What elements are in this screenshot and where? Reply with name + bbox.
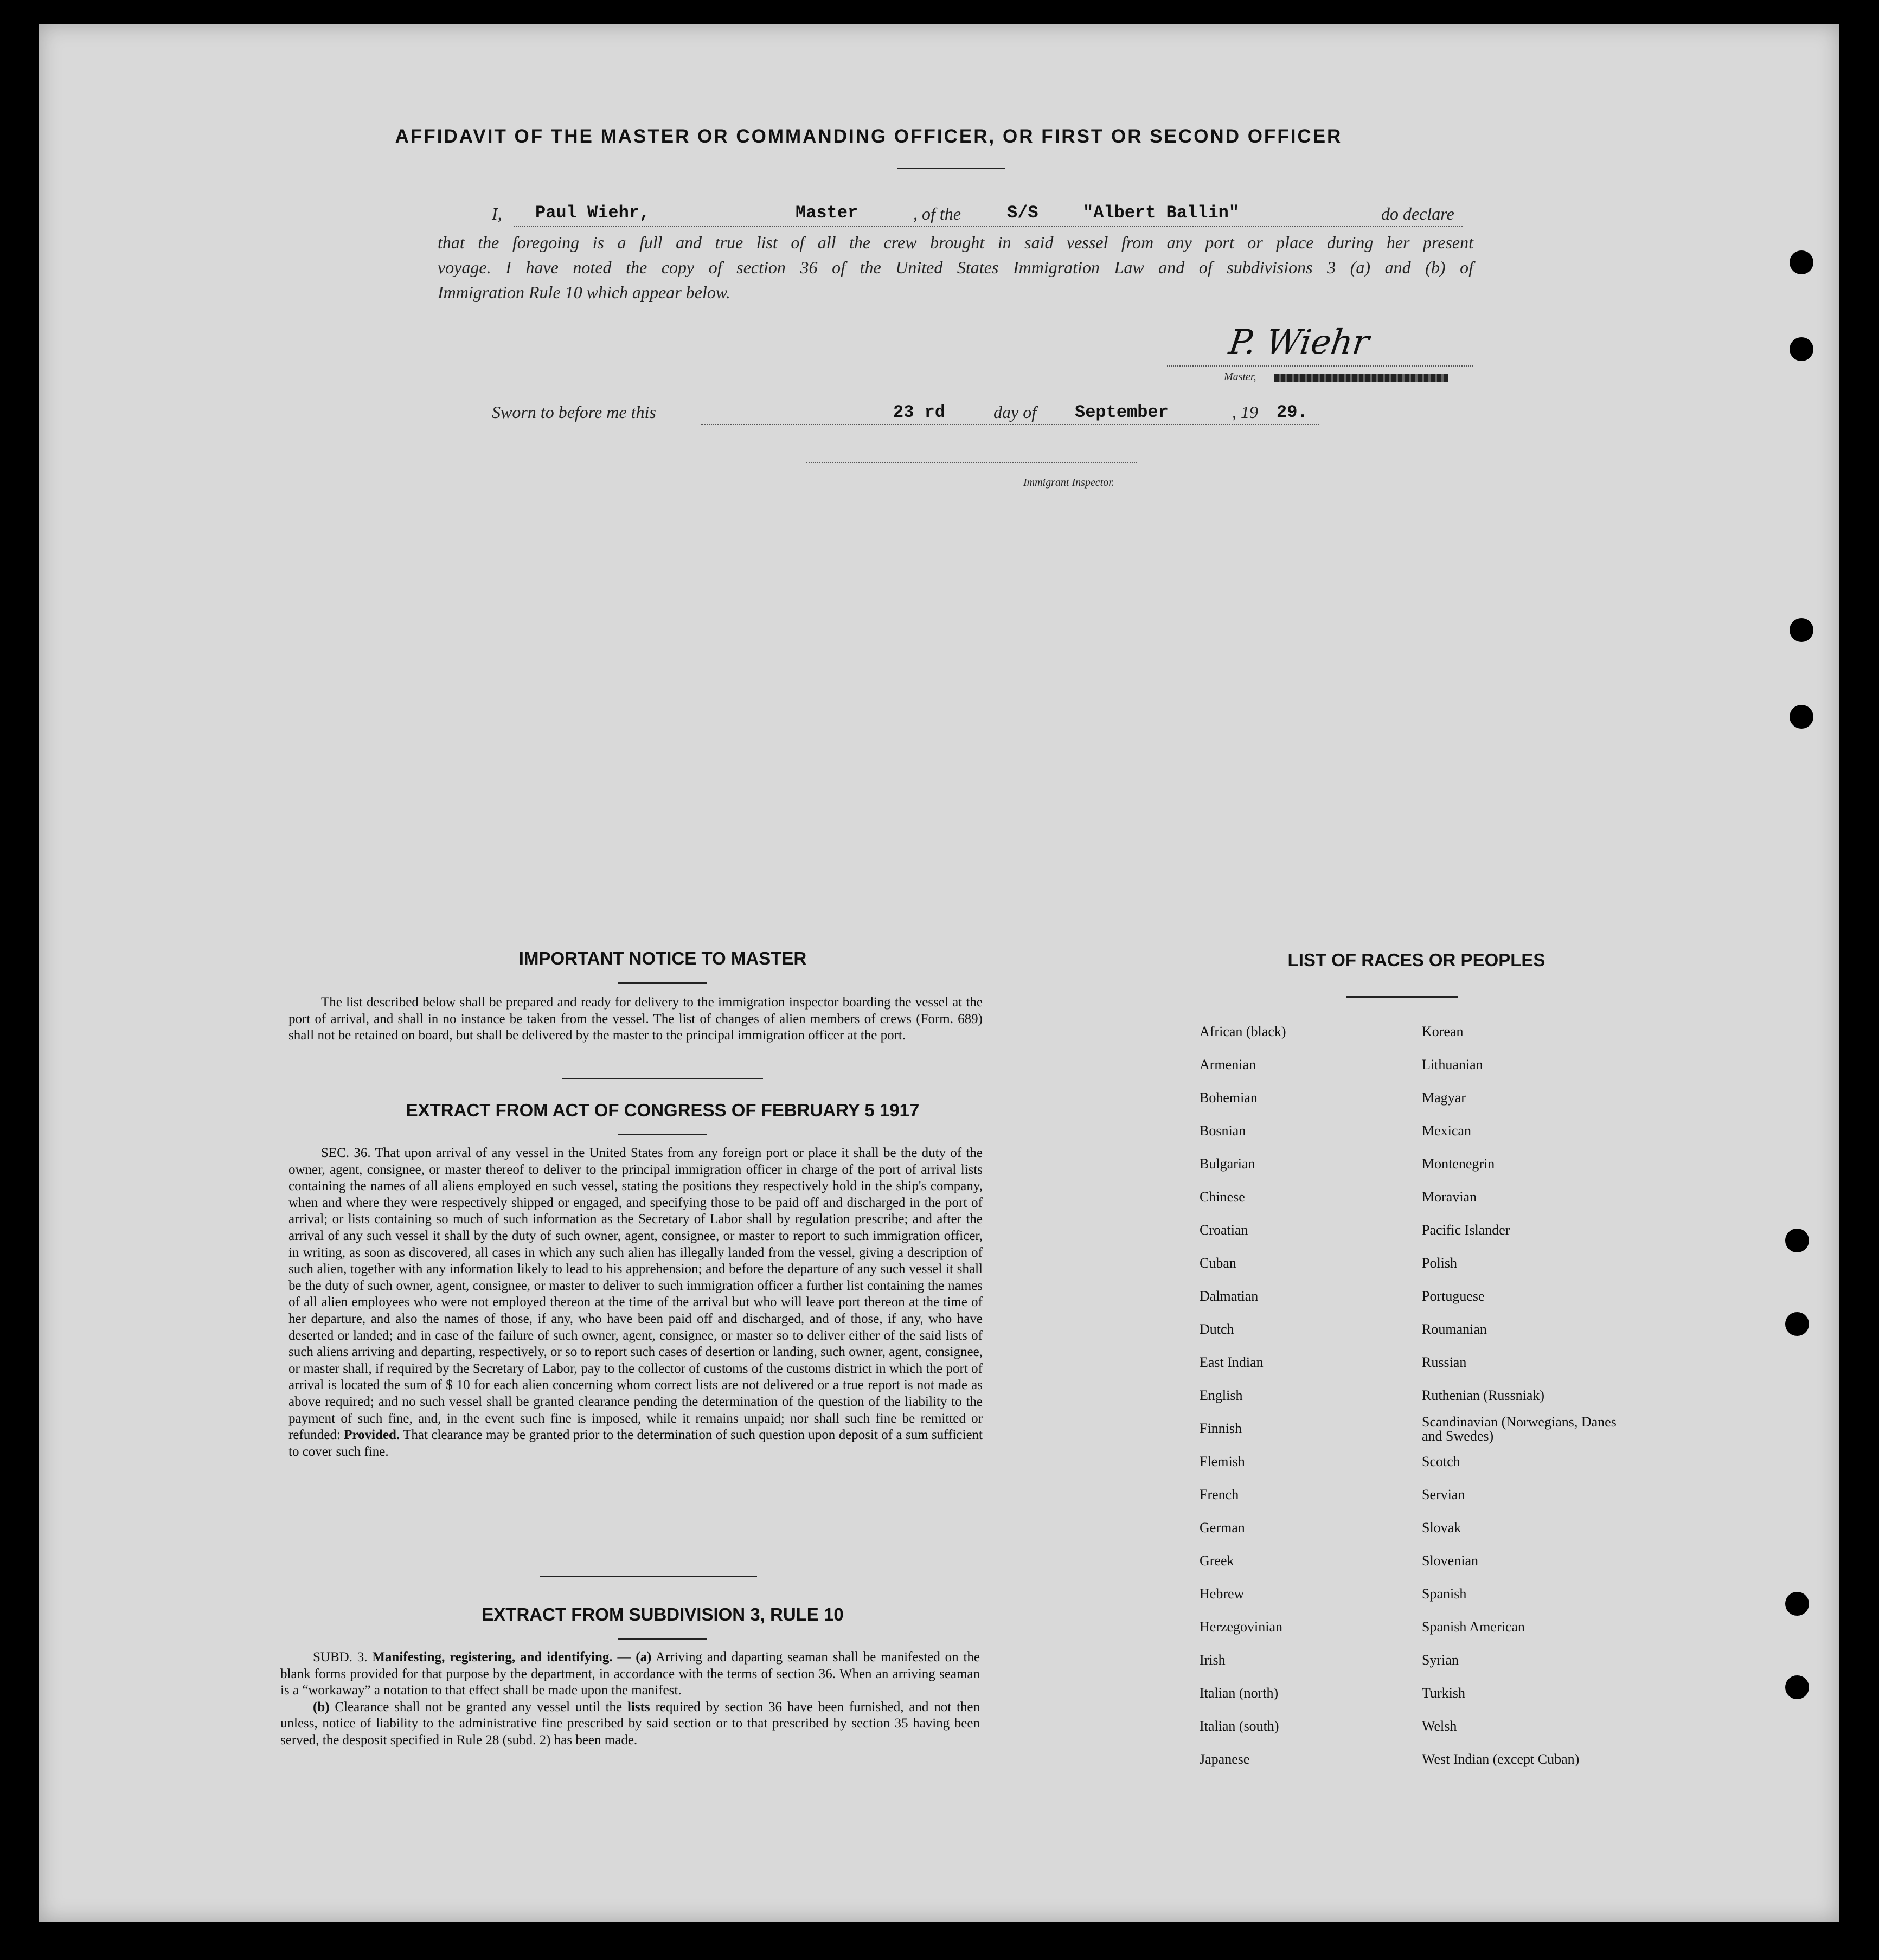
punch-hole (1790, 705, 1813, 729)
race-item: Welsh (1422, 1718, 1457, 1734)
notice-text: The list described below shall be prepared and ready for delivery to the immigration inspector boarding the vessel at the port of arrival, and shall in no instance be taken from the vessel. The list of changes of alien members of crews (Form. 689) shall not be retained on board, but shall be delivered by the master to the principal immigration officer at the port. (288, 995, 983, 1043)
race-item: Italian (north) (1200, 1685, 1279, 1701)
race-item: East Indian (1200, 1354, 1264, 1370)
race-item: Roumanian (1422, 1321, 1487, 1337)
struck-out-titles (1274, 374, 1448, 382)
race-item: Russian (1422, 1354, 1467, 1370)
act-text: SEC. 36. That upon arrival of any vessel in the United States from any foreign port or place it shall be the duty of the owner, agent, consignee, or master thereof to deliver to the principal immigration officer in charge of the port of arrival lists containing the names of all aliens employed en such vessel, stating the positions they respectively hold in the ship's company, when and where they were respectively shipped or engaged, and specifying those to be paid off and discharged in the port of arrival; or lists containing so much of such information as the Secretary of Labor shall by regulation prescribe; and after the arrival of any such vessel it shall by the duty of such owner, agent, consignee, or master to report to such immigration officer, in writing, as soon as discovered, all cases in which any such alien has illegally landed from the vessel, giving a description of such alien, together with any information likely to lead to his apprehension; and before the departure of any such vessel it shall be the duty of such owner, agent, consignee, or master to deliver to such immigration officer a further list containing the names of all alien employees who were not employed thereon at the time of the arrival but who will leave port thereon at the time of her departure, and also the names of those, if any, who have been paid off and discharged, and of those, if any, who have deserted or landed; and in case of the failure of such owner, agent, consignee, or master so to deliver either of the said lists of such aliens arriving and departing, respectively, or so to report such cases of desertion or landing, such owner, agent, consignee, or master shall, if required by the Secretary of Labor, pay to the collector of customs of the customs district in which the port of arrival is located the sum of $ 10 for each alien concerning whom correct lists are not delivered or a true report is not made as above required; and no such vessel shall be granted clearance pending the determination of the question of the liability to the payment of such fine, and, in the event such fine is imposed, while it remains unpaid; nor shall such fine be remitted or refunded: Provided. That clearance may be granted prior to the determination of such question upon deposit of a sum sufficient to cover such fine. (288, 1146, 983, 1459)
signature-caption: Master, (1224, 371, 1256, 383)
inspector-caption: Immigrant Inspector. (1023, 477, 1114, 489)
races-title: LIST OF RACES OR PEOPLES (1287, 950, 1545, 970)
race-item: West Indian (except Cuban) (1422, 1751, 1580, 1767)
punch-hole (1785, 1312, 1809, 1336)
inspector-line (806, 462, 1137, 463)
race-item: Scandinavian (Norwegians, Danes and Swedes) (1422, 1414, 1617, 1444)
punch-hole (1790, 337, 1813, 361)
race-item: Spanish American (1422, 1619, 1525, 1635)
title-rule (897, 168, 1005, 169)
race-item: German (1200, 1520, 1245, 1535)
race-item: Irish (1200, 1652, 1226, 1668)
race-item: Moravian (1422, 1189, 1477, 1205)
vessel-name: "Albert Ballin" (1083, 203, 1240, 223)
act-divider (540, 1576, 757, 1577)
race-item: Armenian (1200, 1057, 1256, 1072)
race-item: Croatian (1200, 1222, 1248, 1238)
master-name: Paul Wiehr, (535, 203, 650, 223)
race-item: Ruthenian (Russniak) (1422, 1387, 1545, 1403)
race-item: Magyar (1422, 1090, 1466, 1106)
race-item: Flemish (1200, 1454, 1245, 1469)
notice-title: IMPORTANT NOTICE TO MASTER (518, 948, 807, 968)
race-item: Turkish (1422, 1685, 1465, 1701)
race-item: Lithuanian (1422, 1057, 1483, 1072)
race-item: French (1200, 1487, 1239, 1502)
race-item: Bohemian (1200, 1090, 1258, 1106)
race-item: Spanish (1422, 1586, 1467, 1602)
rule-rule (618, 1638, 707, 1640)
race-item: Dutch (1200, 1321, 1234, 1337)
declaration-text: that the foregoing is a full and true list of all the crew brought in said vessel from any port or place during her present voyage. I have noted the copy of section 36 of the United States Immigration Law and of subdivisions 3 (a) and (b) of Immigration Rule 10 which appear below. (438, 233, 1473, 302)
i-label: I, (492, 204, 502, 223)
race-item: Polish (1422, 1255, 1458, 1271)
master-signature: P. Wiehr (1226, 322, 1372, 362)
sworn-line (701, 424, 1319, 425)
race-item: Syrian (1422, 1652, 1459, 1668)
punch-hole (1785, 1592, 1809, 1616)
affidavit-title: AFFIDAVIT OF THE MASTER OR COMMANDING OFFICER, OR FIRST OR SECOND OFFICER (395, 126, 1343, 147)
punch-hole (1785, 1675, 1809, 1699)
race-item: Portuguese (1422, 1288, 1485, 1304)
declarant-line (514, 226, 1463, 227)
race-item: Cuban (1200, 1255, 1236, 1271)
race-item: Bosnian (1200, 1123, 1246, 1139)
race-item: Scotch (1422, 1454, 1460, 1469)
race-item: Mexican (1422, 1123, 1471, 1139)
race-item: Bulgarian (1200, 1156, 1255, 1172)
race-item: Italian (south) (1200, 1718, 1279, 1734)
race-item: Chinese (1200, 1189, 1245, 1205)
document-page (39, 24, 1839, 1922)
act-title: EXTRACT FROM ACT OF CONGRESS OF FEBRUARY 5 1917 (406, 1100, 920, 1120)
race-item: Slovenian (1422, 1553, 1478, 1569)
year-value: 29. (1277, 402, 1308, 422)
rank-value: Master (796, 203, 858, 223)
notice-rule (618, 982, 707, 984)
punch-hole (1785, 1229, 1809, 1252)
race-item: Slovak (1422, 1520, 1461, 1535)
race-item: Pacific Islander (1422, 1222, 1510, 1238)
notice-divider (562, 1078, 763, 1079)
race-item: Japanese (1200, 1751, 1250, 1767)
race-item: African (black) (1200, 1024, 1286, 1039)
race-item: Korean (1422, 1024, 1464, 1039)
race-item: English (1200, 1387, 1243, 1403)
act-rule (618, 1134, 707, 1135)
vessel-prefix: S/S (1007, 203, 1038, 223)
race-item: Montenegrin (1422, 1156, 1495, 1172)
month-value: September (1075, 402, 1169, 422)
punch-hole (1790, 250, 1813, 274)
race-item: Herzegovinian (1200, 1619, 1283, 1635)
race-item: Hebrew (1200, 1586, 1245, 1602)
day-of-label: day of (993, 402, 1037, 422)
rule-title: EXTRACT FROM SUBDIVISION 3, RULE 10 (482, 1604, 844, 1624)
of-the-label: , of the (913, 204, 961, 223)
day-value: 23 rd (893, 402, 946, 422)
signature-line (1167, 365, 1473, 367)
race-item: Finnish (1200, 1421, 1242, 1436)
race-item: Dalmatian (1200, 1288, 1259, 1304)
punch-hole (1790, 618, 1813, 642)
year-prefix: , 19 (1232, 402, 1258, 422)
rule-text: SUBD. 3. Manifesting, registering, and identifying. — (a) Arriving and daparting seaman shall be manifested on the blank forms provided for that purpose by the department, in accordance with the terms of section 36. When an arriving seaman is a “workaway” a notation to that effect shall be made upon the manifest. (b) Clearance shall not be granted any vessel until the lists required by section 36 have been furnished, and not then unless, notice of liability to the administrative fine prescribed by said section or to that prescribed by section 35 having been served, the desposit specified in Rule 28 (subd. 2) has been made. (280, 1650, 980, 1747)
race-item: Servian (1422, 1487, 1465, 1502)
races-rule (1346, 996, 1458, 998)
do-declare-label: do declare (1381, 204, 1454, 223)
race-item: Greek (1200, 1553, 1234, 1569)
sworn-label: Sworn to before me this (492, 402, 656, 422)
